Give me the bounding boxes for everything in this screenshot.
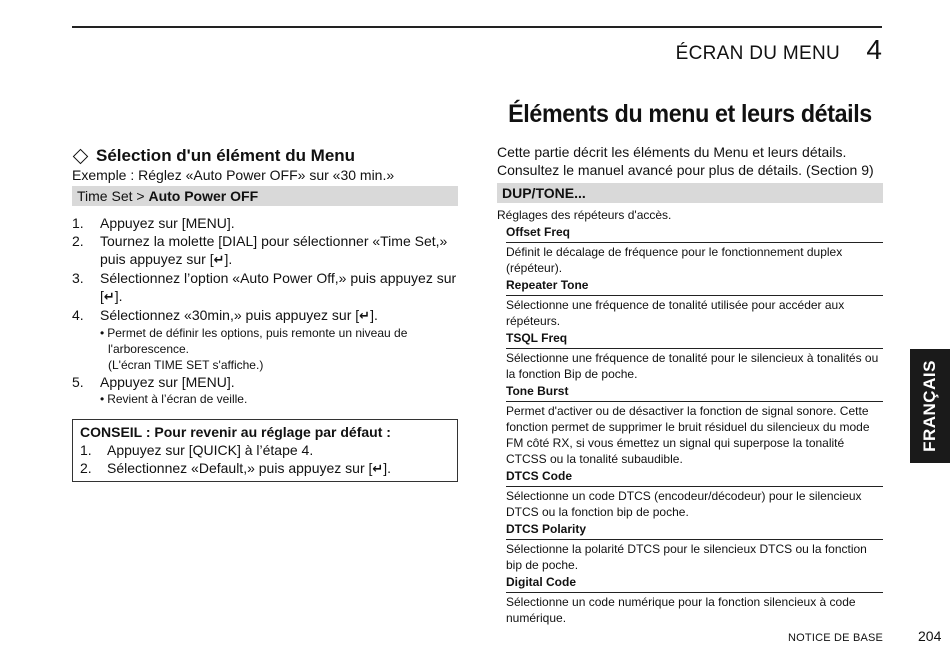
- item-name: DTCS Code: [506, 469, 883, 487]
- page-title: Éléments du menu et leurs détails: [508, 100, 872, 128]
- step-note: • Permet de définir les options, puis remonte un niveau de l'arborescence. (L'écran TIME SET s'affiche.): [100, 326, 408, 372]
- step: 1. Appuyez sur [MENU].: [72, 215, 235, 231]
- item-description: Sélectionne une fréquence de tonalité utilisée pour accéder aux répéteurs.: [506, 298, 845, 328]
- example-text: Exemple : Réglez «Auto Power OFF» sur «30 min.»: [72, 167, 395, 183]
- steps-list: [72, 214, 458, 407]
- item-name: TSQL Freq: [506, 331, 883, 349]
- diamond-icon: [73, 148, 89, 164]
- menu-items-list: [506, 225, 883, 626]
- chapter-number: 4: [866, 34, 882, 65]
- item-name: Digital Code: [506, 575, 883, 593]
- item-description: Sélectionne un code DTCS (encodeur/décodeur) pour le silencieux DTCS ou la fonction bip de poche.: [506, 489, 862, 519]
- section-heading: [72, 146, 458, 166]
- step: 5. Appuyez sur [MENU].: [72, 374, 235, 390]
- step: 3. Sélectionnez l’option «Auto Power Off,» puis appuyez sur [↵].: [72, 270, 457, 304]
- section-title: Sélection d'un élément du Menu: [96, 146, 356, 165]
- enter-key-icon: ↵: [359, 308, 371, 323]
- enter-key-icon: ↵: [213, 252, 225, 267]
- item-description: Sélectionne une fréquence de tonalité pour le silencieux à tonalités ou la fonction Bip de poche.: [506, 351, 879, 381]
- tip-title: CONSEIL : Pour revenir au réglage par défaut :: [80, 424, 391, 440]
- language-tab-label: FRANÇAIS: [920, 360, 939, 452]
- dup-tone-bar: DUP/TONE...: [497, 183, 883, 203]
- header-rule: [72, 26, 882, 28]
- menu-path: [72, 186, 458, 206]
- dup-tone-description: Réglages des répéteurs d'accès.: [497, 208, 672, 222]
- language-tab: [910, 349, 950, 463]
- right-column: [497, 100, 883, 626]
- item-name: Repeater Tone: [506, 278, 883, 296]
- item-name: Offset Freq: [506, 225, 883, 243]
- footer-label: NOTICE DE BASE: [788, 632, 884, 644]
- item-name: DTCS Polarity: [506, 522, 883, 540]
- tip-row: 1. Appuyez sur [QUICK] à l’étape 4.: [80, 442, 314, 458]
- step: 2. Tournez la molette [DIAL] pour sélectionner «Time Set,» puis appuyez sur [↵].: [72, 233, 448, 267]
- item-description: Définit le décalage de fréquence pour le fonctionnement duplex (répéteur).: [506, 245, 843, 275]
- step-note: • Revient à l’écran de veille.: [100, 392, 248, 406]
- intro-text: Cette partie décrit les éléments du Menu et leurs détails. Consultez le manuel avancé pour plus de détails. (Section 9): [497, 144, 874, 178]
- item-description: Sélectionne la polarité DTCS pour le silencieux DTCS ou la fonction bip de poche.: [506, 542, 867, 572]
- page-number: 204: [918, 628, 942, 644]
- item-name: Tone Burst: [506, 384, 883, 402]
- item-description: Sélectionne un code numérique pour la fonction silencieux à code numérique.: [506, 595, 856, 625]
- enter-key-icon: ↵: [103, 289, 115, 304]
- tip-row: 2. Sélectionnez «Default,» puis appuyez sur [↵].: [80, 460, 392, 476]
- chapter-title: ÉCRAN DU MENU: [675, 43, 840, 64]
- menu-path-item: Auto Power OFF: [148, 188, 259, 204]
- left-column: [72, 146, 458, 482]
- tip-box: [72, 419, 458, 482]
- menu-path-prefix: Time Set >: [77, 188, 149, 204]
- item-description: Permet d'activer ou de désactiver la fonction de signal sonore. Cette fonction permet de supprimer le bruit résiduel du silencieux du mode FM côté RX, si vous émettez un signal qui superpose la tonalité CTCSS ou la tonalité subaudible.: [506, 404, 870, 466]
- enter-key-icon: ↵: [372, 461, 384, 476]
- step: 4. Sélectionnez «30min,» puis appuyez sur [↵].: [72, 307, 378, 323]
